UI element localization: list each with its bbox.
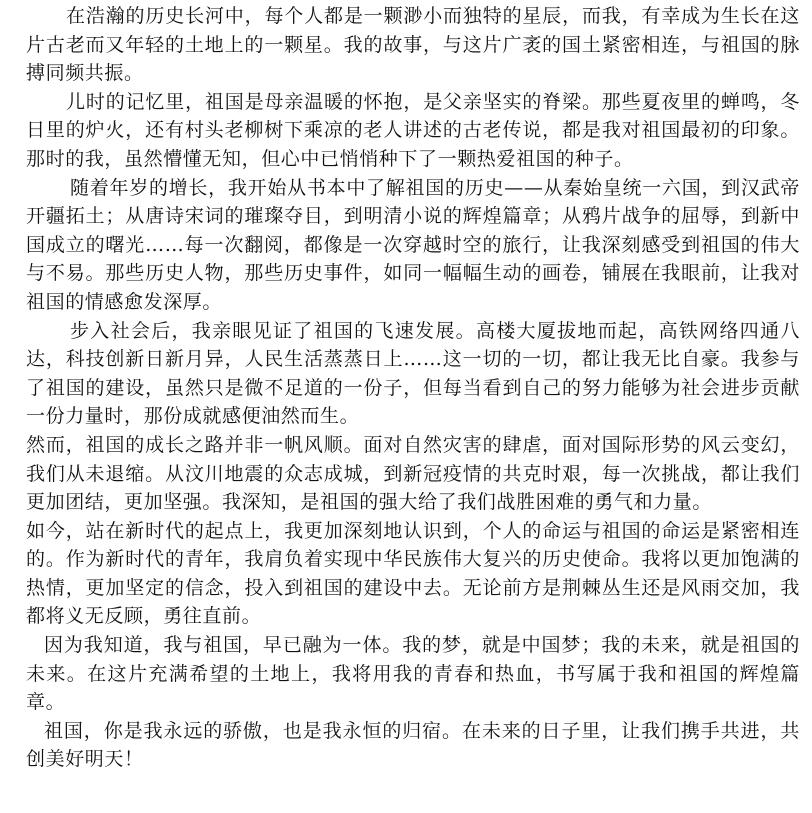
paragraph-4: 步入社会后，我亲眼见证了祖国的飞速发展。高楼大厦拔地而起，高铁网络四通八达，科技创新日新月异，人民生活蒸蒸日上……这一切的一切，都让我无比自豪。我参与了祖国的建设，虽然只是微不足道的一份子，但每当看到自己的努力能够为社会进步贡献一份力量时，那份成就感便油然而生。 xyxy=(26,319,800,428)
paragraph-2: 儿时的记忆里，祖国是母亲温暖的怀抱，是父亲坚实的脊梁。那些夏夜里的蝉鸣，冬日里的炉火，还有村头老柳树下乘凉的老人讲述的古老传说，都是我对祖国最初的印象。那时的我，虽然懵懂无知，但心中已悄悄种下了一颗热爱祖国的种子。 xyxy=(26,90,800,170)
paragraph-5: 然而，祖国的成长之路并非一帆风顺。面对自然灾害的肆虐，面对国际形势的风云变幻，我们从未退缩。从汶川地震的众志成城，到新冠疫情的共克时艰，每一次挑战，都让我们更加团结，更加坚强。我深知，是祖国的强大给了我们战胜困难的勇气和力量。 xyxy=(26,433,800,514)
paragraph-1: 在浩瀚的历史长河中，每个人都是一颗渺小而独特的星辰，而我，有幸成为生长在这片古老而又年轻的土地上的一颗星。我的故事，与这片广袤的国土紧密相连，与祖国的脉搏同频共振。 xyxy=(26,5,800,85)
paragraph-7: 因为我知道，我与祖国，早已融为一体。我的梦，就是中国梦；我的未来，就是祖国的未来。在这片充满希望的土地上，我将用我的青春和热血，书写属于我和祖国的辉煌篇章。 xyxy=(26,634,800,714)
paragraph-3: 随着年岁的增长，我开始从书本中了解祖国的历史——从秦始皇统一六国，到汉武帝开疆拓土；从唐诗宋词的璀璨夺目，到明清小说的辉煌篇章；从鸦片战争的屈辱，到新中国成立的曙光……每一次翻阅，都像是一次穿越时空的旅行，让我深刻感受到祖国的伟大与不易。那些历史人物，那些历史事件，如同一幅幅生动的画卷，铺展在我眼前，让我对祖国的情感愈发深厚。 xyxy=(26,176,800,313)
paragraph-8: 祖国，你是我永远的骄傲，也是我永恒的归宿。在未来的日子里，让我们携手共进，共创美好明天！ xyxy=(26,719,800,771)
paragraph-6: 如今，站在新时代的起点上，我更加深刻地认识到，个人的命运与祖国的命运是紧密相连的。作为新时代的青年，我肩负着实现中华民族伟大复兴的历史使命。我将以更加饱满的热情，更加坚定的信念，投入到祖国的建设中去。无论前方是荆棘丛生还是风雨交加，我都将义无反顾，勇往直前。 xyxy=(26,519,800,628)
